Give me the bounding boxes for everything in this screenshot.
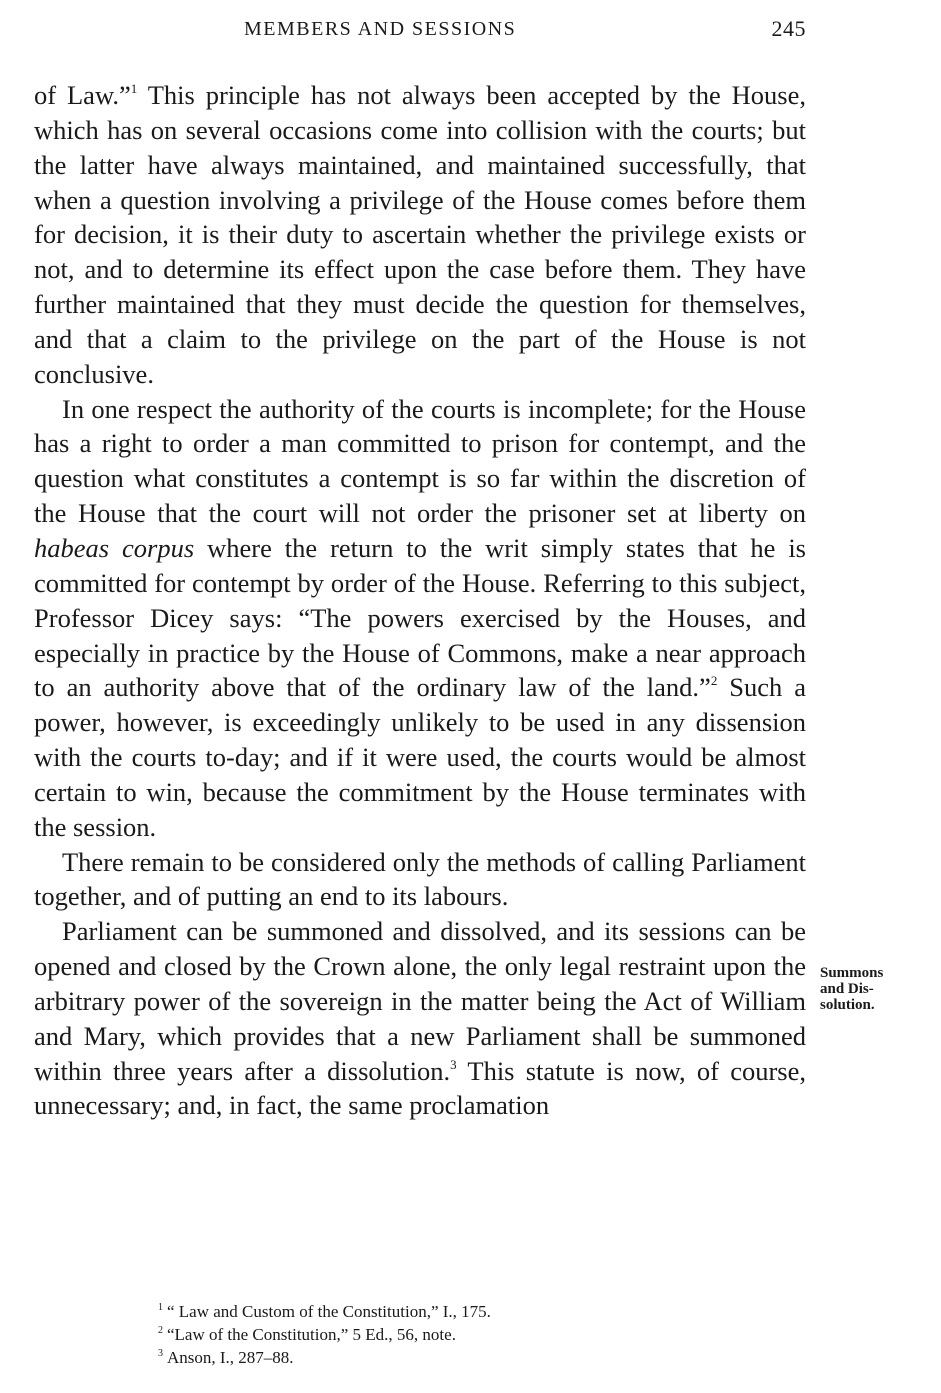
footnote-text: Anson, I., 287–88. <box>167 1348 294 1367</box>
footnote-text: “Law of the Constitution,” 5 Ed., 56, note. <box>167 1325 456 1344</box>
running-head-title: MEMBERS AND SESSIONS <box>244 18 517 40</box>
footnote-text: “ Law and Custom of the Constitution,” I., 175. <box>167 1302 491 1321</box>
footnote-mark: 2 <box>158 1325 163 1336</box>
running-head <box>34 14 806 46</box>
margin-note <box>820 965 932 1013</box>
margin-note-line: solution. <box>820 997 875 1013</box>
paragraph-4 <box>34 914 806 1123</box>
footnote-1 <box>158 1300 798 1323</box>
paragraph-text: There remain to be considered only the methods of calling Parliament together, and of putting an end to its labours. <box>34 846 806 912</box>
paragraph-3 <box>34 845 806 915</box>
footnote-2 <box>158 1323 798 1346</box>
paragraph-text: This principle has not always been accepted by the House, which has on several occasions come into collision with the courts; but the latter have always maintained, and maintained successfully, that when a question involving a privilege of the House comes before them for decision, it is their duty to ascertain whether the privilege exists or not, and to determine its effect upon the case before them. They have further maintained that they must decide the question for themselves, and that a claim to the privilege on the part of the House is not conclusive. <box>34 80 807 389</box>
footnote-mark: 3 <box>158 1348 163 1359</box>
margin-note-line: and Dis- <box>820 981 874 997</box>
footnotes <box>158 1300 798 1369</box>
paragraph-text: Parliament can be summoned and dissolved, and its sessions can be opened and closed by the Crown alone, the only legal restraint upon the arbitrary power of the sovereign in the matter being the Act of William and Mary, which provides that a new Parliament shall be summoned within three years after a dissolution. <box>34 916 806 1086</box>
paragraph-2 <box>34 392 806 845</box>
paragraph-text: In one respect the authority of the courts is incomplete; for the House has a right to order a man committed to prison for contempt, and the question what constitutes a contempt is so far within the discretion of the House that the court will not order the prisoner set at liberty on <box>34 393 806 529</box>
paragraph-text: of Law.” <box>34 80 131 110</box>
paragraph-text: This statute is now, of course, unnecessary; and, in fact, the same proclamation <box>34 1055 806 1121</box>
footnote-ref-1: 1 <box>130 81 138 96</box>
paragraph-1 <box>34 78 806 392</box>
body-text <box>34 78 806 1123</box>
page-number: 245 <box>771 16 806 41</box>
margin-note-line: Summons <box>820 965 884 981</box>
footnote-ref-3: 3 <box>450 1056 457 1072</box>
footnote-3 <box>158 1346 798 1369</box>
footnote-mark: 1 <box>158 1302 163 1313</box>
footnote-ref-2: 2 <box>710 673 718 689</box>
paragraph-text: Such a power, however, is exceedingly unlikely to be used in any dissension with the courts to-day; and if it were used, the courts would be almost certain to win, because the commitment by the House terminates with the session. <box>34 672 806 842</box>
paragraph-text: where the return to the writ simply states that he is committed for contempt by order of the House. Referring to this subject, Professor Dicey says: “The powers exercised by the Houses, and especially in practice by the House of Commons, make a near approach to an authority above that of the ordinary law of the land.” <box>34 532 806 703</box>
italic-term: habeas corpus <box>34 532 195 563</box>
